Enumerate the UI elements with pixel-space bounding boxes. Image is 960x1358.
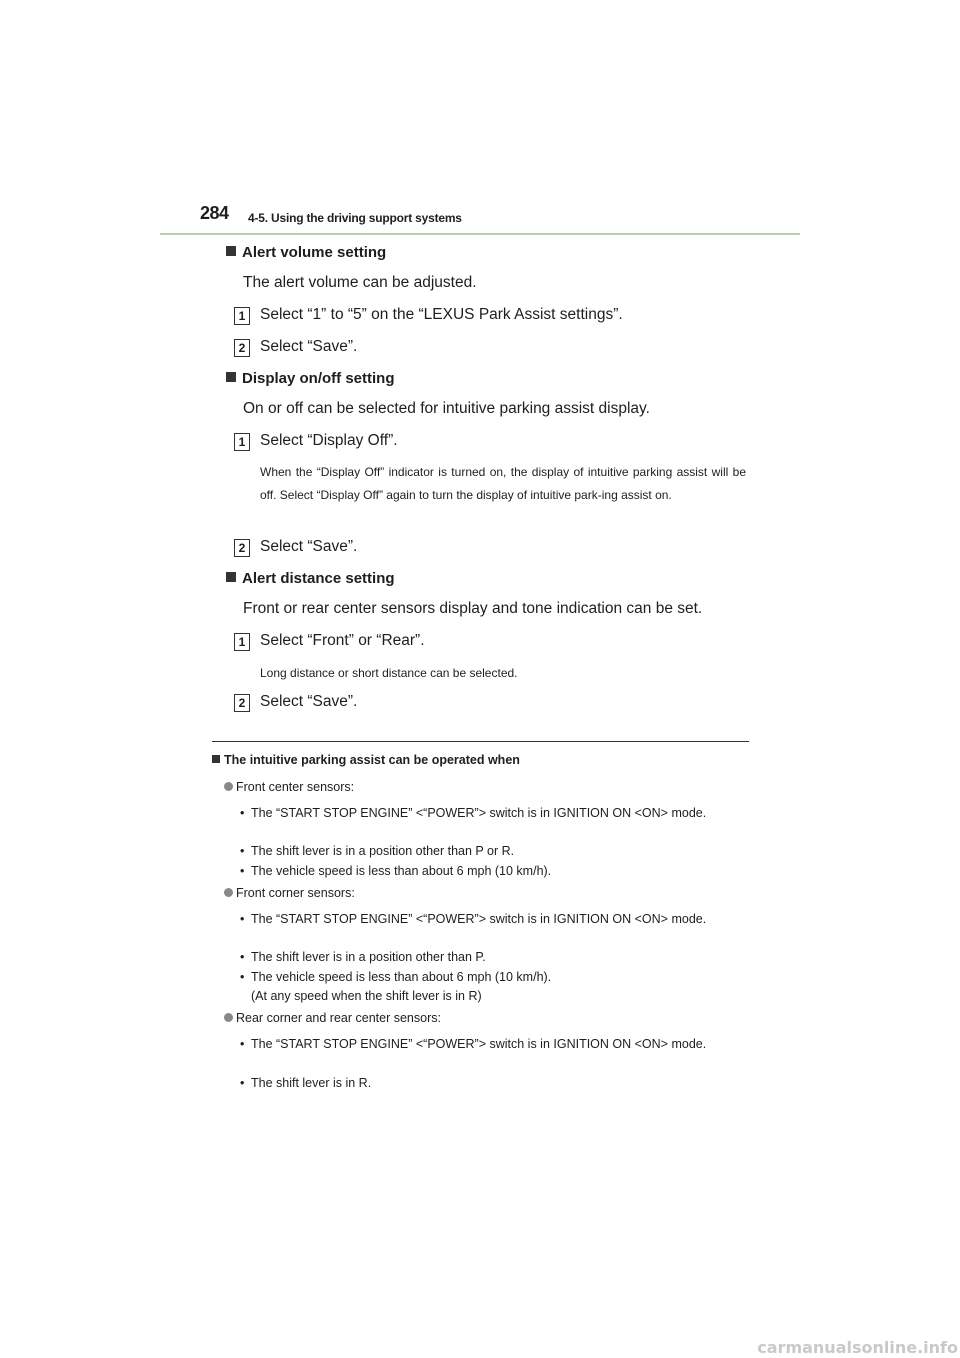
square-bullet-icon (226, 246, 236, 256)
step-number-badge: 2 (234, 539, 250, 557)
condition-detail: • The vehicle speed is less than about 6 mph (10 km/h). (240, 970, 552, 984)
section-description: The alert volume can be adjusted. (243, 274, 477, 291)
step-note: Long distance or short distance can be selected. (260, 666, 518, 680)
condition-detail: • The shift lever is in a position other than P or R. (240, 844, 515, 858)
condition-detail: • The vehicle speed is less than about 6 mph (10 km/h). (240, 864, 552, 878)
circle-bullet-icon (224, 1013, 233, 1022)
square-bullet-icon (226, 572, 236, 582)
step-number-badge: 1 (234, 633, 250, 651)
condition-title: Rear corner and rear center sensors: (224, 1011, 441, 1025)
section-heading-alert-distance: Alert distance setting (226, 570, 395, 587)
condition-detail: • The “START STOP ENGINE” <“POWER”> switch is in IGNITION ON <ON> mode. (240, 1037, 707, 1051)
step-note: When the “Display Off” indicator is turned on, the display of intuitive parking assist will be off. Select “Display Off” again to turn the display of intuitive park-ing assist on. (260, 465, 746, 502)
circle-bullet-icon (224, 782, 233, 791)
header-divider (160, 233, 800, 235)
circle-bullet-icon (224, 888, 233, 897)
square-bullet-icon (212, 755, 220, 763)
step-text: Select “1” to “5” on the “LEXUS Park Assist settings”. (260, 306, 623, 323)
section-heading-display-onoff: Display on/off setting (226, 370, 395, 387)
step-number-badge: 2 (234, 339, 250, 357)
page-number: 284 (200, 203, 229, 223)
step-number-badge: 1 (234, 307, 250, 325)
step-text: Select “Save”. (260, 338, 358, 355)
condition-detail: • The shift lever is in R. (240, 1076, 372, 1090)
step-number-badge: 2 (234, 694, 250, 712)
step-text: Select “Save”. (260, 538, 358, 555)
section-title: 4-5. Using the driving support systems (248, 211, 462, 225)
condition-detail-continuation: (At any speed when the shift lever is in R) (251, 989, 482, 1003)
notes-divider (212, 741, 749, 742)
condition-detail: • The “START STOP ENGINE” <“POWER”> switch is in IGNITION ON <ON> mode. (240, 912, 707, 926)
condition-title: Front corner sensors: (224, 886, 355, 900)
condition-detail: • The shift lever is in a position other than P. (240, 950, 486, 964)
step-text: Select “Save”. (260, 693, 358, 710)
section-description: Front or rear center sensors display and tone indication can be set. (243, 600, 703, 617)
section-heading-alert-volume: Alert volume setting (226, 244, 386, 261)
notes-heading: The intuitive parking assist can be operated when (212, 753, 520, 767)
watermark: carmanualsonline.info (757, 1338, 958, 1357)
condition-detail: • The “START STOP ENGINE” <“POWER”> switch is in IGNITION ON <ON> mode. (240, 806, 707, 820)
square-bullet-icon (226, 372, 236, 382)
step-number-badge: 1 (234, 433, 250, 451)
step-text: Select “Front” or “Rear”. (260, 632, 425, 649)
section-description: On or off can be selected for intuitive parking assist display. (243, 400, 650, 417)
condition-title: Front center sensors: (224, 780, 354, 794)
step-text: Select “Display Off”. (260, 432, 398, 449)
